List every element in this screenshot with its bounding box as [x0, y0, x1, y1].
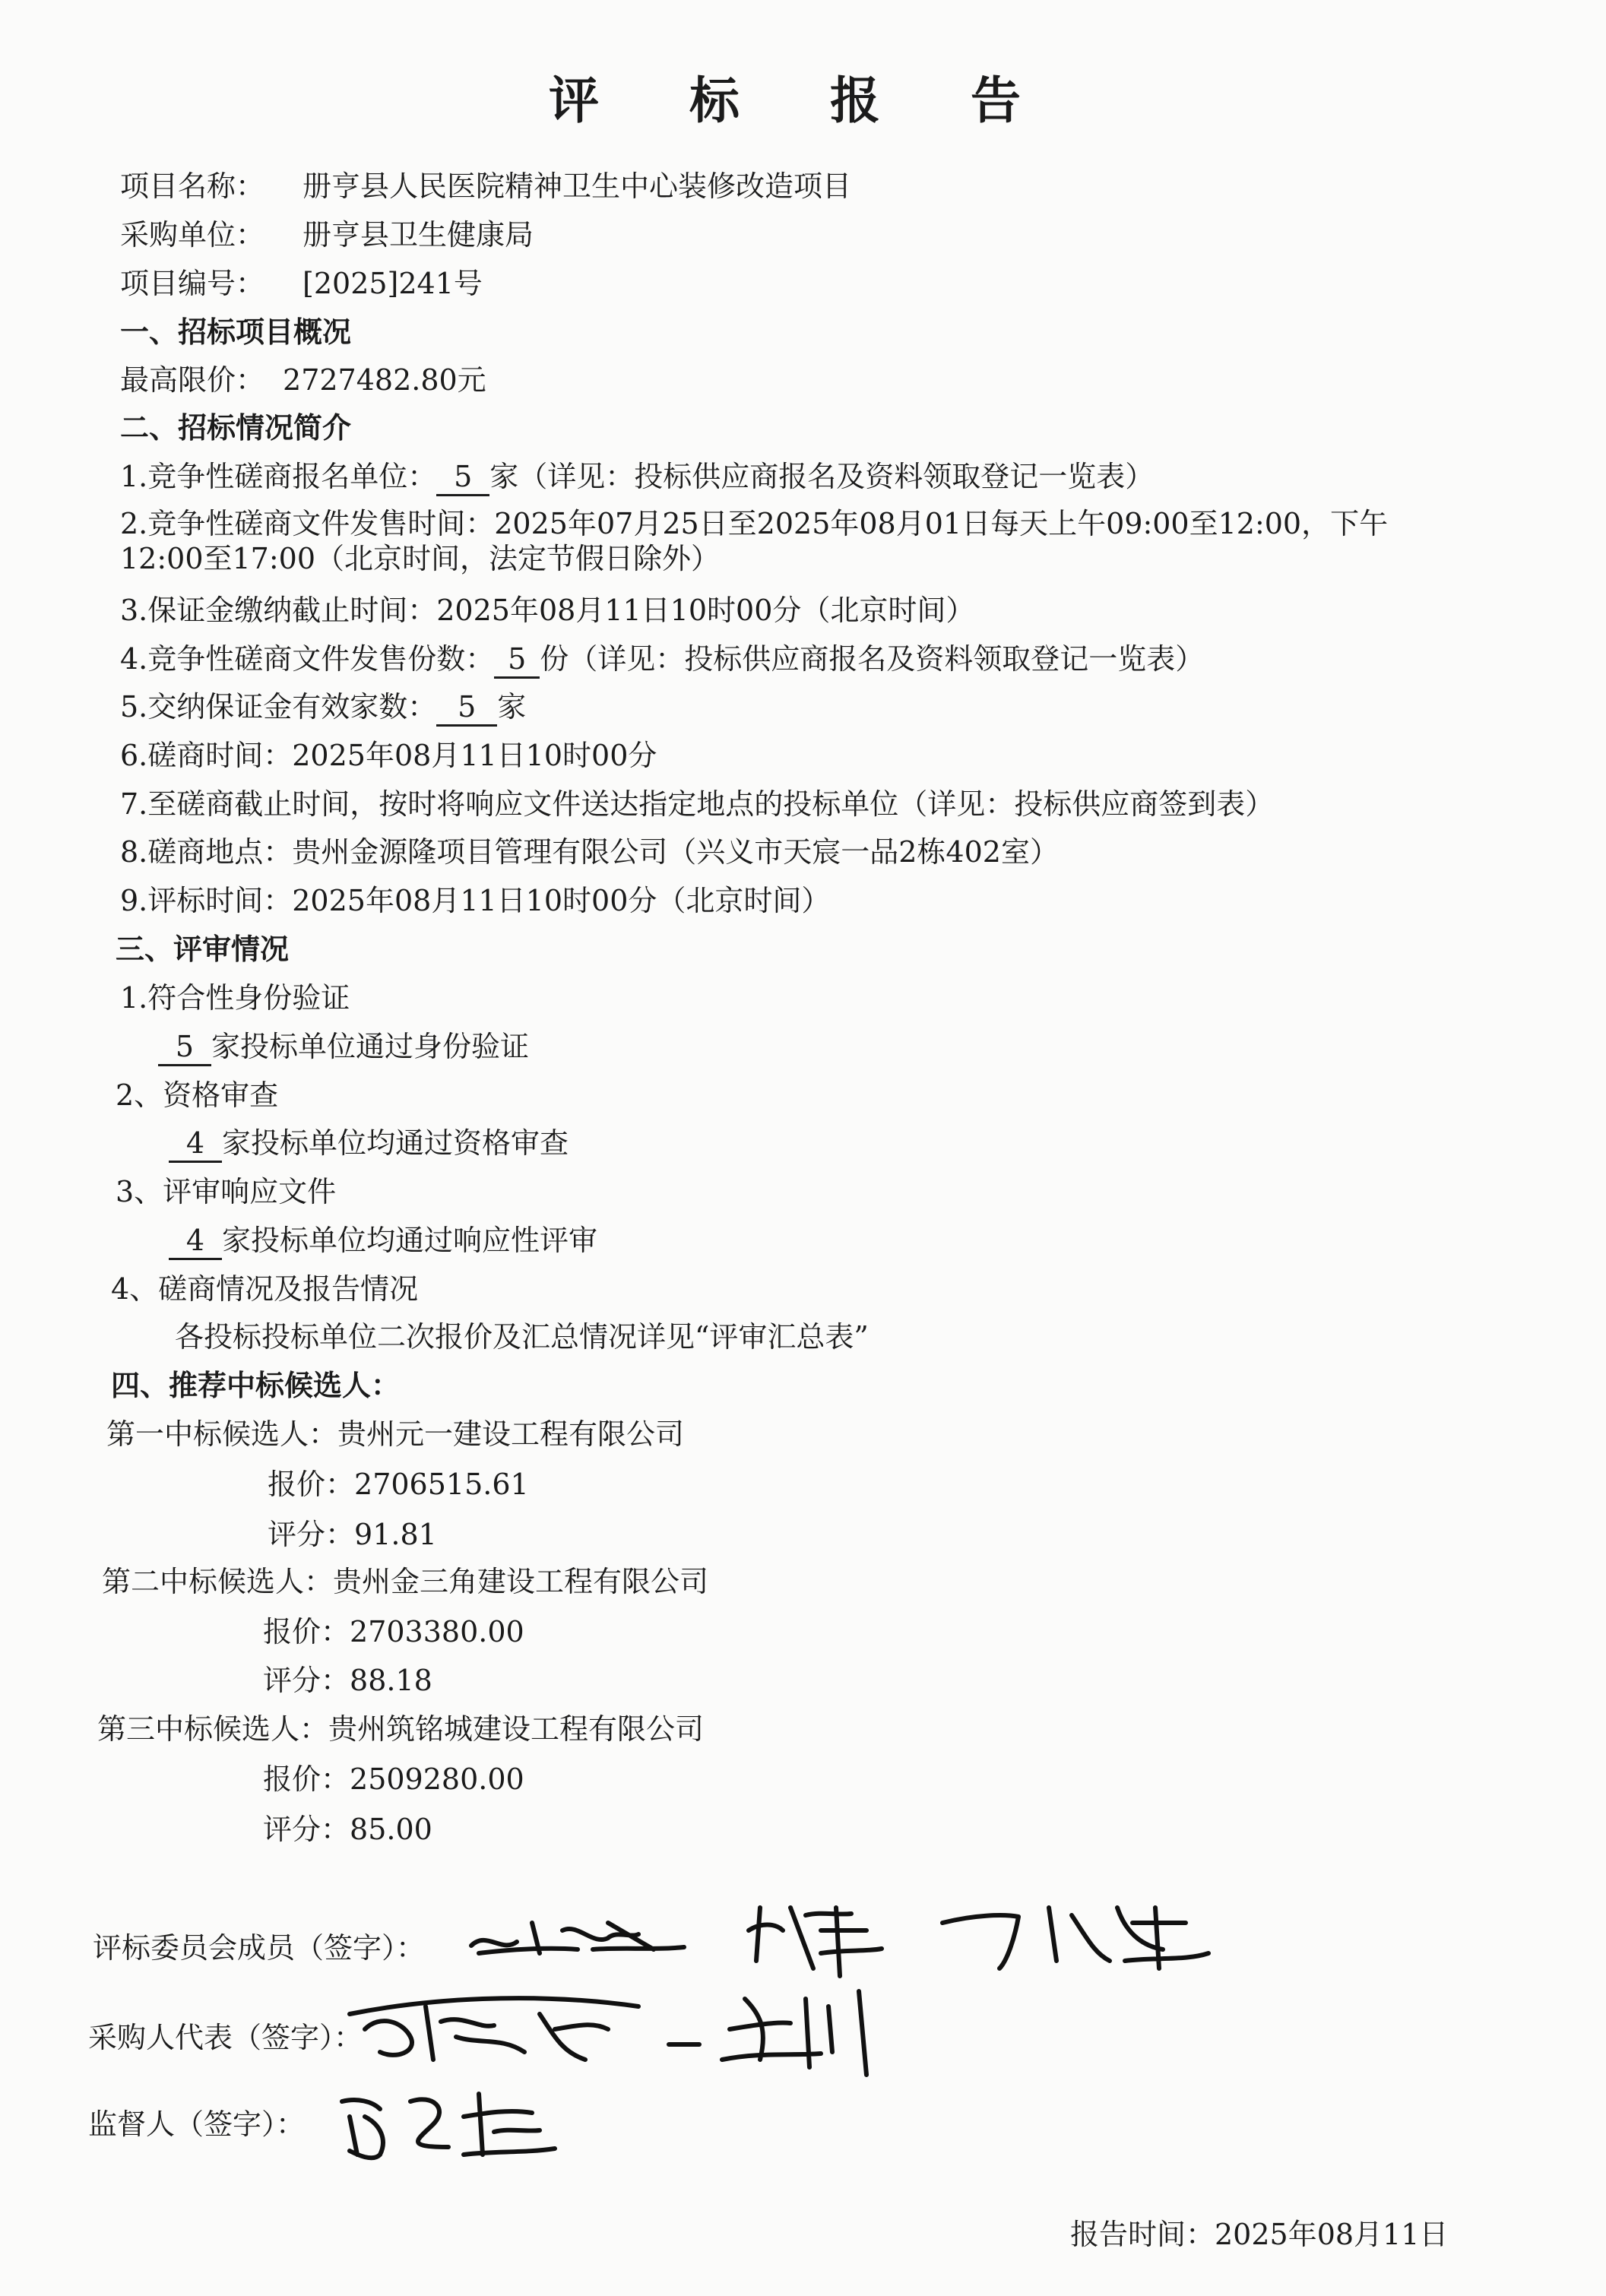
s2-item-5-label: 5.交纳保证金有效家数： — [120, 690, 437, 724]
s2-item-4 — [120, 641, 1204, 679]
report-time: 报告时间：2025年08月11日 — [1070, 2218, 1449, 2251]
section-2-heading: 二、招标情况简介 — [120, 410, 352, 445]
candidate-3-price-row — [263, 1762, 524, 1797]
s3-item-3-value: 4 — [169, 1223, 222, 1260]
s2-item-2-line-2: 12:00至17:00（北京时间，法定节假日除外） — [120, 542, 721, 575]
price-limit-label: 最高限价： — [120, 363, 265, 397]
project-name: 册亨县人民医院精神卫生中心装修改造项目 — [303, 169, 852, 203]
s2-item-1-label: 1.竞争性磋商报名单位： — [120, 460, 437, 493]
s3-item-1-result — [158, 1029, 529, 1066]
s2-item-3: 3.保证金缴纳截止时间：2025年08月11日10时00分（北京时间） — [120, 594, 975, 627]
s2-item-2-line-1: 2.竞争性磋商文件发售时间：2025年07月25日至2025年08月01日每天上午09:00至12:00，下午 — [120, 507, 1389, 540]
candidate-3-score-label: 评分： — [263, 1813, 350, 1846]
candidate-2-price: 2703380.00 — [350, 1615, 524, 1648]
buyer-label: 采购单位： — [120, 218, 265, 252]
candidate-2-price-row — [263, 1614, 524, 1649]
candidate-2-score: 88.18 — [350, 1664, 432, 1697]
candidate-3-price: 2509280.00 — [350, 1762, 524, 1796]
candidate-1-name: 贵州元一建设工程有限公司 — [337, 1417, 685, 1451]
project-name-row — [120, 169, 851, 204]
buyer-row — [120, 217, 534, 252]
section-1-heading: 一、招标项目概况 — [120, 315, 352, 349]
committee-signature-label: 评标委员会成员（签字）： — [93, 1931, 426, 1965]
s3-item-4-title: 4、磋商情况及报告情况 — [111, 1272, 419, 1306]
s3-item-2-result — [169, 1126, 569, 1163]
s2-item-5-text: 家 — [497, 690, 527, 724]
s2-item-4-label: 4.竞争性磋商文件发售份数： — [120, 642, 495, 676]
s3-item-2-value: 4 — [169, 1126, 222, 1163]
candidate-1-score: 91.81 — [354, 1518, 437, 1551]
s2-item-1-value: 5 — [436, 459, 489, 496]
candidate-1-score-label: 评分： — [268, 1518, 355, 1551]
candidate-3 — [97, 1712, 704, 1747]
candidate-2-label: 第二中标候选人： — [102, 1565, 334, 1598]
candidate-3-name: 贵州筑铭城建设工程有限公司 — [328, 1712, 705, 1746]
candidate-2-name: 贵州金三角建设工程有限公司 — [333, 1565, 709, 1598]
s2-item-1-text: 家（详见：投标供应商报名及资料领取登记一览表） — [489, 460, 1155, 493]
s3-item-3-text: 家投标单位均通过响应性评审 — [222, 1224, 598, 1257]
section-3-heading: 三、评审情况 — [116, 932, 290, 966]
section-4-heading: 四、推荐中标候选人： — [111, 1368, 401, 1402]
s2-item-4-value: 5 — [494, 641, 540, 679]
s2-item-1 — [120, 459, 1154, 496]
candidate-3-label: 第三中标候选人： — [97, 1712, 329, 1746]
s3-item-1-text: 家投标单位通过身份验证 — [211, 1030, 530, 1063]
page-title: 评 标 报 告 — [549, 71, 1057, 130]
candidate-1 — [106, 1417, 684, 1452]
project-code-label: 项目编号： — [120, 267, 265, 300]
candidate-3-score: 85.00 — [350, 1813, 432, 1846]
candidate-2-score-row — [263, 1663, 432, 1698]
s2-item-5 — [120, 689, 526, 727]
s3-item-4-text: 各投标投标单位二次报价及汇总情况详见“评审汇总表” — [175, 1320, 869, 1354]
s2-item-7: 7.至磋商截止时间，按时将响应文件送达指定地点的投标单位（详见：投标供应商签到表） — [120, 787, 1275, 821]
s3-item-1-value: 5 — [158, 1029, 211, 1066]
candidate-2-price-label: 报价： — [263, 1615, 350, 1648]
supervisor-signature-label: 监督人（签字）： — [88, 2108, 306, 2141]
price-limit-row — [120, 363, 486, 397]
s3-item-3-title: 3、评审响应文件 — [116, 1175, 337, 1208]
candidate-3-price-label: 报价： — [263, 1762, 350, 1796]
s2-item-6: 6.磋商时间：2025年08月11日10时00分 — [120, 739, 657, 772]
candidate-3-score-row — [263, 1812, 432, 1847]
s2-item-4-text: 份（详见：投标供应商报名及资料领取登记一览表） — [540, 642, 1205, 676]
buyer-name: 册亨县卫生健康局 — [303, 218, 534, 252]
s2-item-9: 9.评标时间：2025年08月11日10时00分（北京时间） — [120, 884, 831, 917]
candidate-1-price: 2706515.61 — [354, 1468, 529, 1501]
project-code: [2025]241号 — [303, 267, 483, 300]
buyer-rep-signature-label: 采购人代表（签字）： — [88, 2021, 363, 2054]
s2-item-5-value: 5 — [436, 689, 497, 727]
price-limit: 2727482.80元 — [283, 363, 486, 397]
s3-item-3-result — [169, 1223, 597, 1260]
candidate-2 — [102, 1564, 708, 1599]
candidate-1-label: 第一中标候选人： — [106, 1417, 338, 1451]
s2-item-8: 8.磋商地点：贵州金源隆项目管理有限公司（兴义市天宸一品2栋402室） — [120, 835, 1059, 869]
buyer-rep-signatures — [334, 1968, 912, 2082]
project-code-row — [120, 266, 483, 301]
project-name-label: 项目名称： — [120, 169, 265, 203]
s3-item-2-title: 2、资格审查 — [116, 1078, 279, 1112]
candidate-1-score-row — [268, 1517, 437, 1552]
s3-item-1-title: 1.符合性身份验证 — [120, 981, 350, 1015]
candidate-2-score-label: 评分： — [263, 1664, 350, 1697]
candidate-1-price-label: 报价： — [268, 1468, 355, 1501]
candidate-1-price-row — [268, 1467, 529, 1502]
supervisor-signature — [327, 2079, 570, 2170]
s3-item-2-text: 家投标单位均通过资格审查 — [222, 1126, 569, 1160]
